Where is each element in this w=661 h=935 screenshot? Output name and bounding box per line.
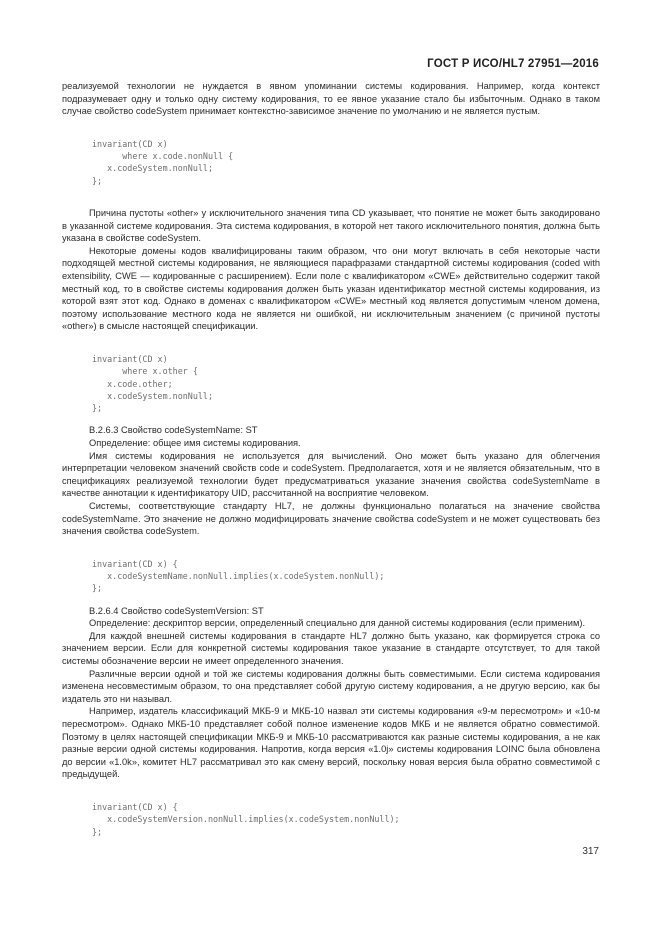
paragraph: реализуемой технологии не нуждается в явном упоминании системы кодирования. Например, когда контекст подразумевает одну и только одну систему кодирования, то ее явное указание стало бы избыточным. Однако в таком случае свойство codeSystem принимает контекстно-зависимое значение по умолчанию и не является пустым. bbox=[62, 81, 600, 117]
section-heading: В.2.6.3 Свойство codeSystemName: ST bbox=[89, 425, 258, 436]
paragraph: Системы, соответствующие стандарту HL7, не должны функционально полагаться на значение свойства codeSystemName. Это значение не должно модифицировать значение свойства codeSystem и не может существовать без значения свойства codeSystem. bbox=[62, 500, 600, 537]
paragraph: Для каждой внешней системы кодирования в стандарте HL7 должно быть указано, как формируется строка со значением версии. Если для конкретной системы кодирования такое указание в стандарте отсутствует, то для такой системы обозначение версии не имеет определенного значения. bbox=[62, 630, 600, 666]
code-block: invariant(CD x) where x.code.nonNull { x.codeSystem.nonNull; }; bbox=[92, 138, 234, 186]
code-block: invariant(CD x) { x.codeSystemVersion.nonNull.implies(x.codeSystem.nonNull); }; bbox=[92, 801, 400, 837]
paragraph: Некоторые домены кодов квалифицированы таким образом, что они могут включать в себя некоторые части подходящей местной системы кодирования, не являющиеся парафразами стандартной системы кодирования (coded with extensibility, CWE — кодированные с расширением). Если поле с квалификатором «CWE» действительно содержит такой местный код, то в свойстве системы кодирования должен быть указан идентификатор местной системы кодирования, из которой взят этот код. Однако в доменах с квалификатором «CWE» местный код является допустимым членом домена, поэтому использование местного кода не является ни ошибкой, ни исключительным значением (с причиной пустоты «other») в смысле настоящей спецификации. bbox=[62, 245, 600, 332]
document-header: ГОСТ Р ИСО/HL7 27951—2016 bbox=[427, 58, 599, 70]
paragraph: Имя системы кодирования не используется для вычислений. Оно может быть указано для облегчения интерпретации человеком значений свойств code и codeSystem. Предполагается, хотя и не является обязательным, что в спецификациях реализуемой технологии будет предусматриваться указание значения свойства codeSystemName в качестве аннотации к идентификатору UID, рассчитанной на восприятие человеком. bbox=[62, 450, 600, 499]
code-block: invariant(CD x) where x.other { x.code.other; x.codeSystem.nonNull; }; bbox=[92, 353, 214, 414]
document-body bbox=[62, 80, 600, 838]
page-number: 317 bbox=[582, 846, 599, 857]
section-heading: В.2.6.4 Свойство codeSystemVersion: ST bbox=[89, 605, 264, 616]
paragraph: Различные версии одной и той же системы кодирования должны быть совместимыми. Если система кодирования изменена несовместимым образом, то она представляет собой другую систему кодирования, а не другую версию, как бы издатель это ни называл. bbox=[62, 668, 600, 704]
code-block: invariant(CD x) { x.codeSystemName.nonNull.implies(x.codeSystem.nonNull); }; bbox=[92, 558, 385, 594]
paragraph: Например, издатель классификаций МКБ-9 и МКБ-10 назвал эти системы кодирования «9-м пересмотром» и «10-м пересмотром». Однако МКБ-10 представляет собой полное изменение кодов МКБ и не является обратно совместимой. Поэтому в целях настоящей спецификации МКБ-9 и МКБ-10 рассматриваются как разные системы кодирования, а не как разные версии одной системы кодирования. Напротив, когда версия «1.0j» системы кодирования LOINC была обновлена до версии «1.0k», комитет HL7 рассматривал это как смену версий, поскольку новая версия была обратно совместимой с предыдущей. bbox=[62, 706, 600, 780]
paragraph: Определение: дескриптор версии, определенный специально для данной системы кодирования (если применим). bbox=[89, 618, 586, 629]
paragraph: Причина пустоты «other» у исключительного значения типа CD указывает, что понятие не может быть закодировано в указанной системе кодирования. Эта система кодирования, в которой нет такого исключительного понятия, должна быть указана в свойстве codeSystem. bbox=[62, 207, 600, 244]
paragraph: Определение: общее имя системы кодирования. bbox=[89, 437, 301, 448]
